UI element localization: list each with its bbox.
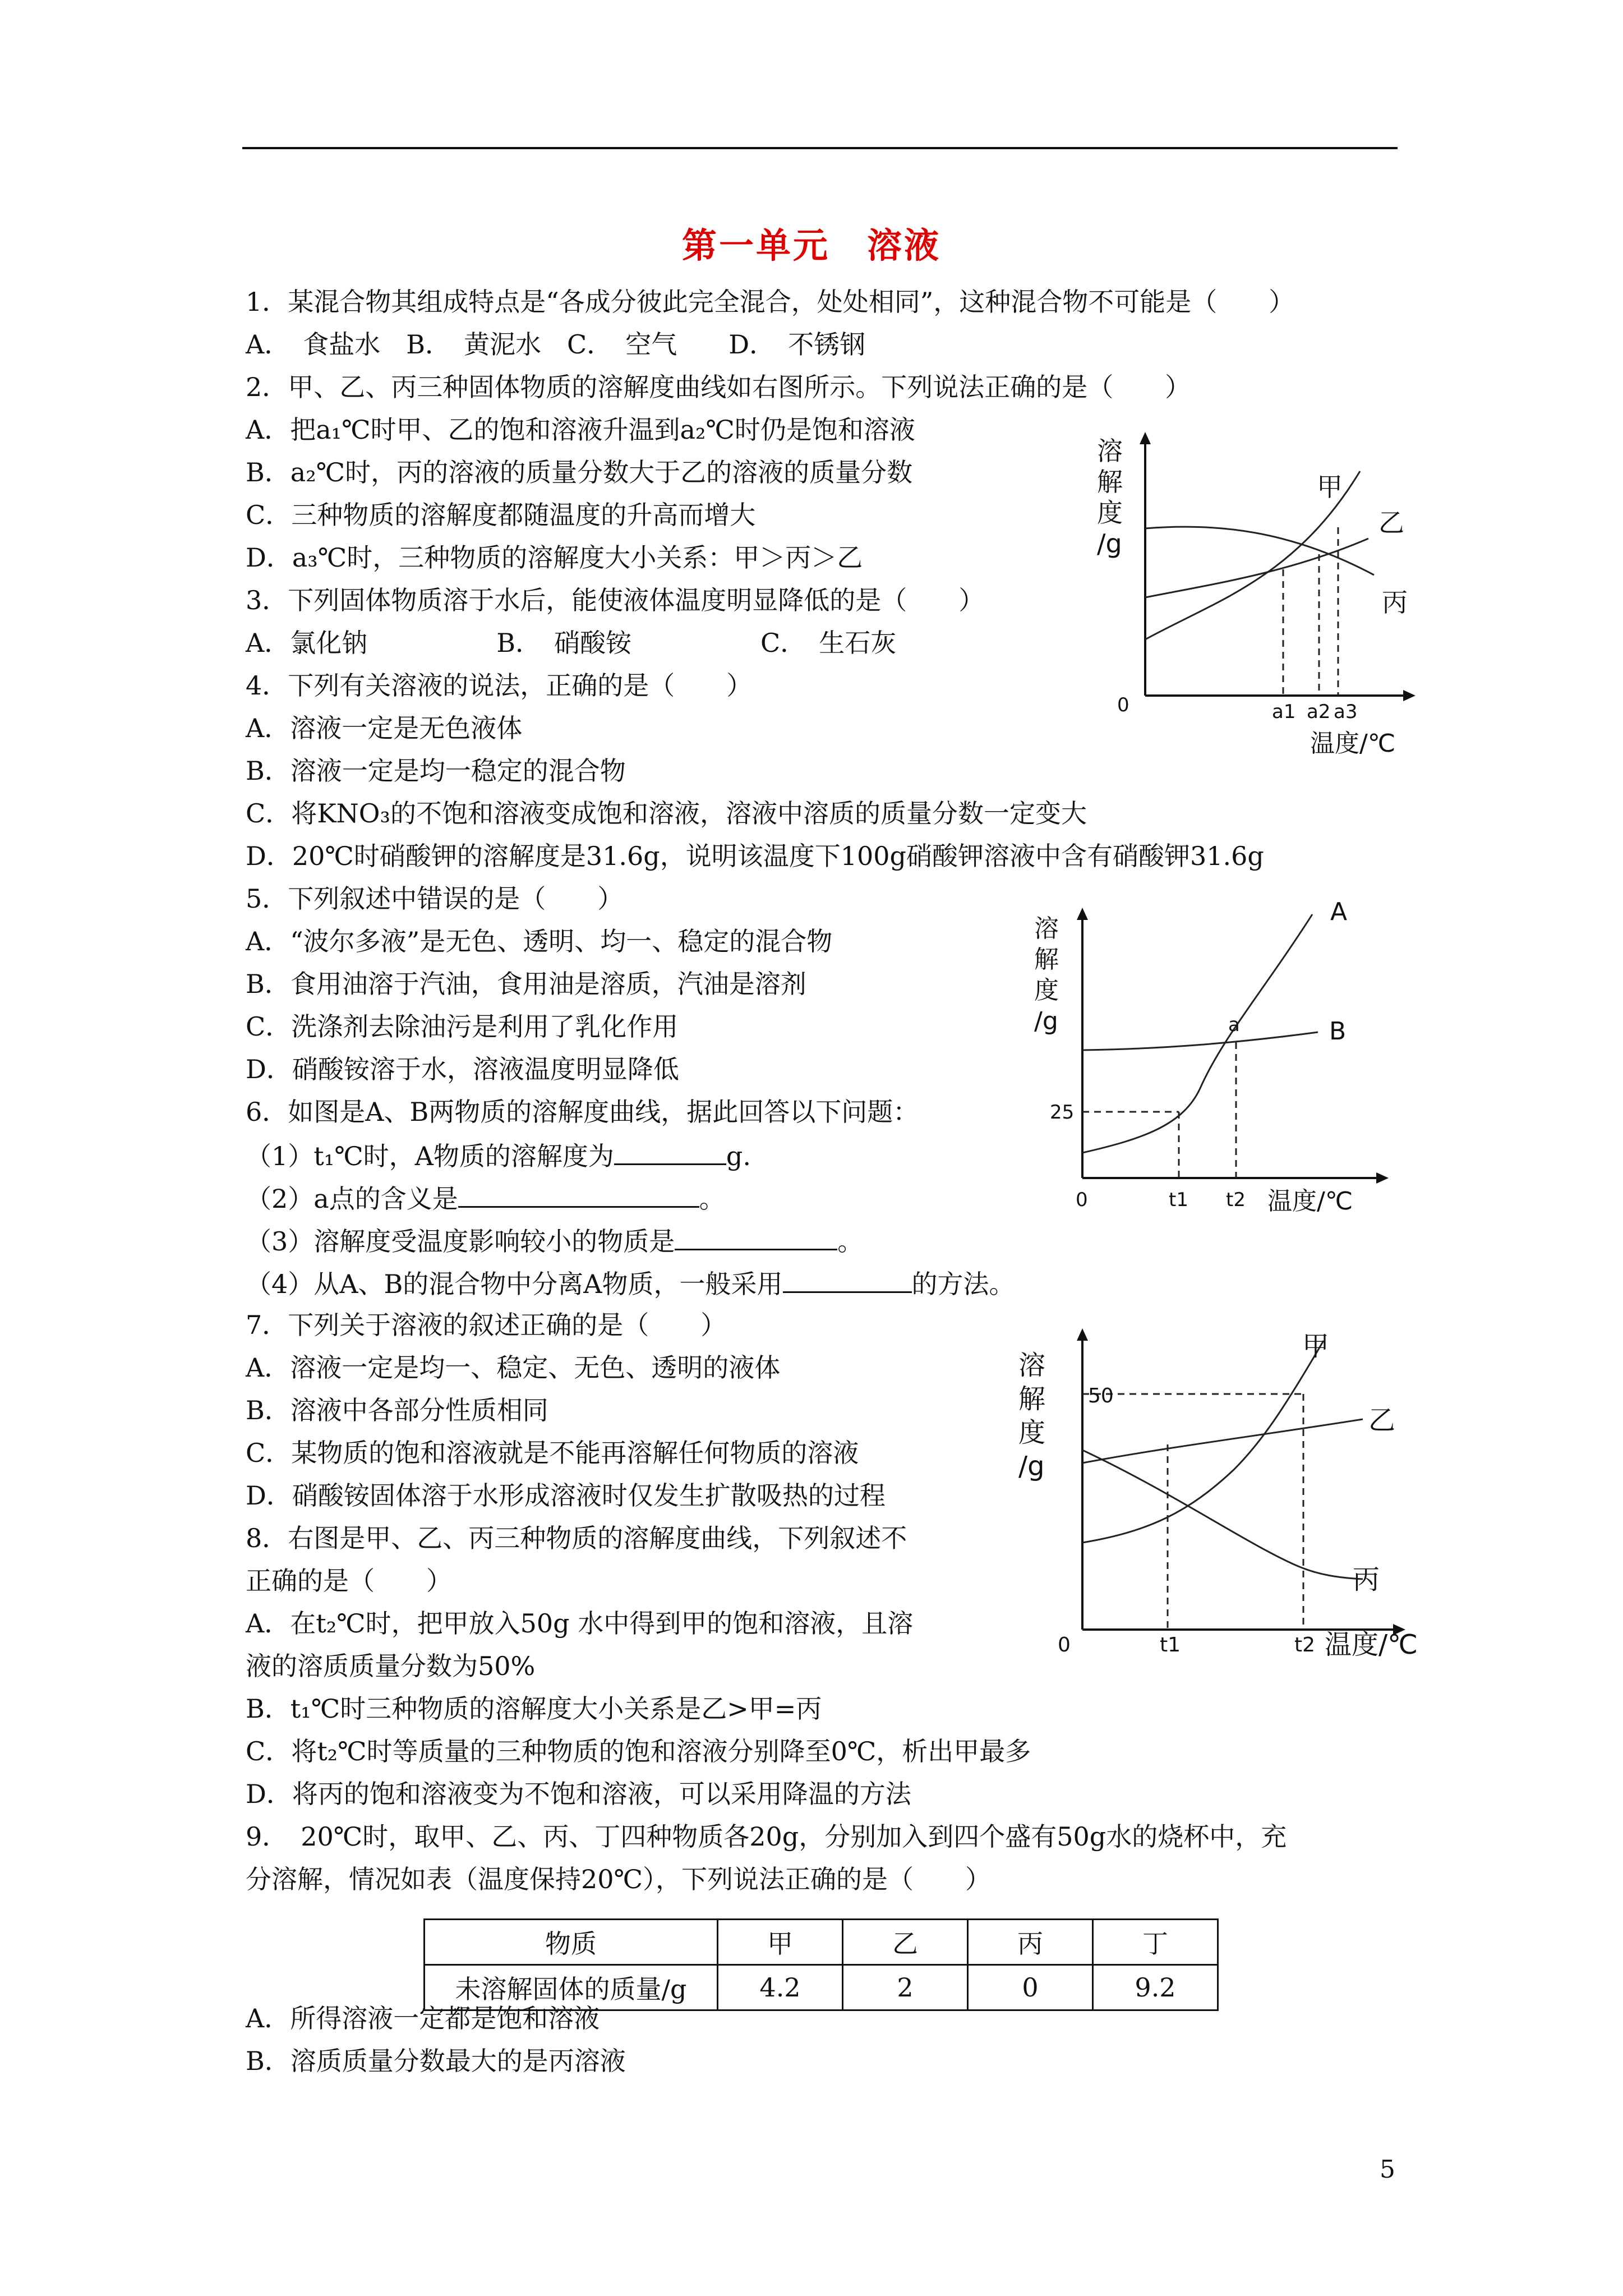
answer-blank[interactable] — [783, 1267, 912, 1293]
q9-option-a: A．所得溶液一定都是饱和溶液 — [246, 2003, 600, 2033]
x-axis-arrow — [1376, 1172, 1389, 1184]
q6-part3 — [246, 1224, 863, 1257]
y-label-char: /g — [1018, 1451, 1045, 1482]
table-cell: 乙 — [843, 1920, 968, 1965]
q1-options: A． 食盐水 B． 黄泥水 C． 空气 D． 不锈钢 — [246, 329, 866, 360]
q1-stem: 1．某混合物其组成特点是“各成分彼此完全混合，处处相同”，这种混合物不可能是（ ） — [246, 287, 1295, 317]
series-label-b: B — [1329, 1017, 1347, 1046]
q4-option-a: A．溶液一定是无色液体 — [246, 713, 523, 743]
x-tick-a2: a2 — [1307, 701, 1331, 723]
series-label-bing: 丙 — [1353, 1564, 1380, 1595]
q8-stem-line2: 正确的是（ ） — [246, 1566, 452, 1596]
origin-label: 0 — [1058, 1634, 1071, 1657]
x-tick-a1: a1 — [1272, 701, 1296, 723]
y-label-char: 度 — [1097, 498, 1123, 528]
y-label-char: 解 — [1097, 467, 1123, 497]
x-axis-arrow — [1403, 690, 1415, 701]
q6-part1 — [246, 1139, 751, 1172]
origin-label: 0 — [1076, 1189, 1088, 1211]
series-label-yi: 乙 — [1378, 508, 1404, 538]
y-axis-arrow — [1077, 908, 1088, 920]
y-tick-25: 25 — [1050, 1101, 1075, 1124]
q5-option-d: D．硝酸铵溶于水，溶液温度明显降低 — [246, 1054, 679, 1084]
solubility-table — [423, 1918, 1219, 2011]
y-label-char: 度 — [1018, 1417, 1046, 1448]
q2-option-c: C．三种物质的溶解度都随温度的升高而增大 — [246, 500, 756, 530]
table-cell: 甲 — [718, 1920, 843, 1965]
q2-stem: 2．甲、乙、丙三种固体物质的溶解度曲线如右图所示。下列说法正确的是（ ） — [246, 372, 1191, 402]
y-tick-50: 50 — [1088, 1384, 1114, 1407]
q4-stem: 4．下列有关溶液的说法，正确的是（ ） — [246, 670, 753, 701]
q4-option-b: B．溶液一定是均一稳定的混合物 — [246, 756, 626, 786]
y-label-char: /g — [1034, 1007, 1058, 1036]
q7-option-a: A．溶液一定是均一、稳定、无色、透明的液体 — [246, 1352, 781, 1383]
q9-stem-line1: 9． 20℃时，取甲、乙、丙、丁四种物质各20g，分别加入到四个盛有50g水的烧杯中，充 — [246, 1821, 1287, 1852]
y-label-char: 溶 — [1018, 1350, 1046, 1381]
q6-part1-unit: g. — [726, 1141, 751, 1171]
solubility-graph-3 — [1004, 1324, 1441, 1672]
x-tick-t1: t1 — [1169, 1189, 1188, 1211]
curve-a — [1082, 914, 1312, 1153]
q7-option-d: D．硝酸铵固体溶于水形成溶液时仅发生扩散吸热的过程 — [246, 1480, 886, 1511]
q6-part1-text: （1）t₁℃时，A物质的溶解度为 — [246, 1141, 614, 1171]
answer-blank[interactable] — [458, 1181, 699, 1208]
table-cell: 2 — [843, 1965, 968, 2010]
curve-yi — [1082, 1419, 1363, 1463]
q5-option-b: B．食用油溶于汽油，食用油是溶质，汽油是溶剂 — [246, 969, 806, 999]
q6-stem: 6．如图是A、B两物质的溶解度曲线，据此回答以下问题： — [246, 1097, 919, 1127]
y-label-char: /g — [1097, 528, 1122, 559]
table-cell: 未溶解固体的质量/g — [425, 1965, 718, 2010]
q6-part4-text: （4）从A、B的混合物中分离A物质，一般采用 — [246, 1269, 783, 1299]
q7-stem: 7．下列关于溶液的叙述正确的是（ ） — [246, 1310, 727, 1340]
series-label-jia: 甲 — [1302, 1331, 1330, 1362]
q8-option-b: B．t₁℃时三种物质的溶解度大小关系是乙>甲=丙 — [246, 1694, 822, 1724]
table-header-row — [425, 1920, 1218, 1965]
q5-stem: 5．下列叙述中错误的是（ ） — [246, 884, 624, 914]
y-label-char: 度 — [1034, 976, 1059, 1005]
q6-part4 — [246, 1267, 1015, 1300]
curve-b — [1082, 1032, 1318, 1050]
series-label-bing: 丙 — [1382, 587, 1408, 618]
curve-yi — [1145, 539, 1368, 597]
header-rule — [242, 147, 1398, 149]
q6-part2-text: （2）a点的含义是 — [246, 1184, 458, 1214]
q5-option-a: A．“波尔多液”是无色、透明、均一、稳定的混合物 — [246, 926, 833, 956]
series-label-jia: 甲 — [1317, 472, 1343, 502]
q5-option-c: C．洗涤剂去除油污是利用了乳化作用 — [246, 1011, 679, 1042]
origin-label: 0 — [1117, 694, 1129, 716]
x-tick-a3: a3 — [1334, 701, 1358, 723]
y-label-char: 解 — [1034, 945, 1059, 974]
q3-stem: 3．下列固体物质溶于水后，能使液体温度明显降低的是（ ） — [246, 585, 985, 615]
curve-bing — [1145, 527, 1374, 575]
solubility-graph-2 — [1021, 898, 1413, 1240]
q2-option-b: B．a₂℃时，丙的溶液的质量分数大于乙的溶液的质量分数 — [246, 457, 913, 487]
q3-options: A．氯化钠 B． 硝酸铵 C． 生石灰 — [246, 628, 897, 658]
q8-option-c: C．将t₂℃时等质量的三种物质的饱和溶液分别降至0℃，析出甲最多 — [246, 1736, 1031, 1766]
q9-stem-line2: 分溶解，情况如表（温度保持20℃），下列说法正确的是（ ） — [246, 1864, 991, 1894]
x-tick-t1: t1 — [1160, 1634, 1181, 1657]
q6-part2 — [246, 1181, 725, 1214]
q6-part2-end: 。 — [699, 1184, 725, 1214]
table-cell: 4.2 — [718, 1965, 843, 2010]
q8-option-d: D．将丙的饱和溶液变为不饱和溶液，可以采用降温的方法 — [246, 1779, 911, 1809]
q8-option-a-line2: 液的溶质质量分数为50% — [246, 1651, 536, 1681]
table-cell: 9.2 — [1093, 1965, 1218, 2010]
series-label-a: A — [1330, 898, 1348, 926]
point-label-a: a — [1228, 1014, 1240, 1036]
y-label-char: 溶 — [1034, 914, 1059, 943]
table-cell: 物质 — [425, 1920, 718, 1965]
x-axis-label: 温度/℃ — [1325, 1629, 1418, 1660]
x-tick-t2: t2 — [1294, 1634, 1316, 1657]
solubility-graph-1 — [1077, 426, 1436, 774]
page-title: 第一单元 溶液 — [681, 225, 941, 266]
q6-part3-text: （3）溶解度受温度影响较小的物质是 — [246, 1226, 675, 1257]
q6-part3-end: 。 — [837, 1226, 864, 1257]
q9-option-b: B．溶质质量分数最大的是丙溶液 — [246, 2046, 626, 2076]
x-axis-label: 温度/℃ — [1267, 1187, 1353, 1216]
q2-option-a: A．把a₁℃时甲、乙的饱和溶液升温到a₂℃时仍是饱和溶液 — [246, 415, 915, 445]
table-cell: 丙 — [968, 1920, 1093, 1965]
table-cell: 丁 — [1093, 1920, 1218, 1965]
table-cell: 0 — [968, 1965, 1093, 2010]
y-axis-arrow — [1077, 1328, 1088, 1341]
q8-option-a-line1: A．在t₂℃时，把甲放入50g 水中得到甲的饱和溶液，且溶 — [246, 1608, 914, 1639]
answer-blank[interactable] — [675, 1224, 837, 1250]
y-label-char: 解 — [1018, 1383, 1046, 1415]
series-label-yi: 乙 — [1368, 1405, 1396, 1436]
x-axis-label: 温度/℃ — [1310, 729, 1396, 758]
q7-option-c: C．某物质的饱和溶液就是不能再溶解任何物质的溶液 — [246, 1438, 859, 1468]
q4-option-c: C．将KNO₃的不饱和溶液变成饱和溶液，溶液中溶质的质量分数一定变大 — [246, 798, 1087, 829]
q8-stem-line1: 8．右图是甲、乙、丙三种物质的溶解度曲线，下列叙述不 — [246, 1523, 907, 1553]
q6-part4-end: 的方法。 — [911, 1269, 1015, 1299]
answer-blank[interactable] — [614, 1139, 726, 1165]
y-label-char: 溶 — [1097, 436, 1123, 466]
x-tick-t2: t2 — [1226, 1189, 1246, 1211]
q2-option-d: D．a₃℃时，三种物质的溶解度大小关系：甲＞丙＞乙 — [246, 542, 863, 573]
q4-option-d: D．20℃时硝酸钾的溶解度是31.6g，说明该温度下100g硝酸钾溶液中含有硝酸钾31.6g — [246, 841, 1264, 871]
q7-option-b: B．溶液中各部分性质相同 — [246, 1395, 548, 1425]
page-number: 5 — [1380, 2155, 1395, 2184]
curve-jia — [1082, 1341, 1324, 1543]
curve-bing — [1082, 1450, 1363, 1579]
y-axis-arrow — [1140, 432, 1151, 444]
